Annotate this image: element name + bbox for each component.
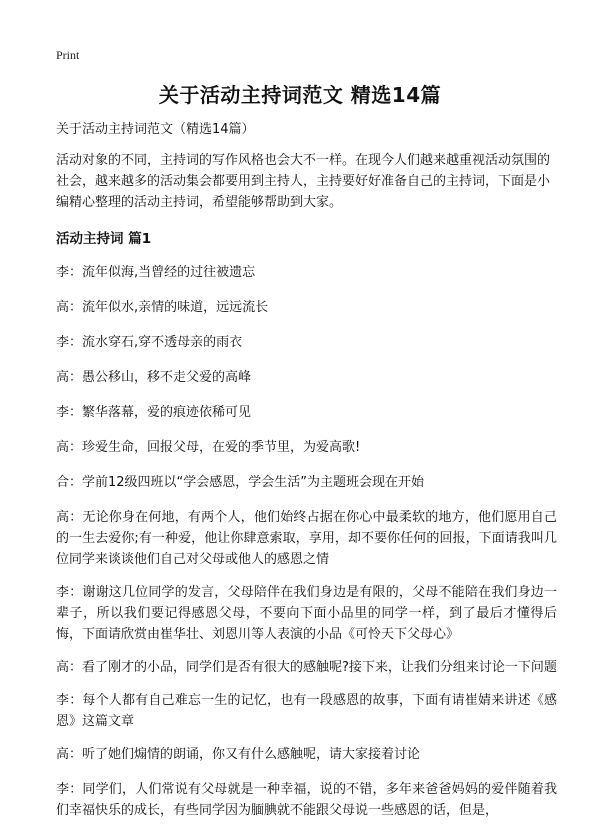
dialogue-line: 高：看了刚才的小品，同学们是否有很大的感触呢?接下来，让我们分组来讨论一下问题 xyxy=(56,660,557,675)
dialogue-line: 高：听了她们煽情的朗诵，你又有什么感触呢，请大家接着讨论 xyxy=(56,747,421,762)
dialogue-line: 李：流年似海,当曾经的过往被遗忘 xyxy=(56,265,256,280)
dialogue-line: 高：流年似水,亲情的味道，远远流长 xyxy=(56,300,269,315)
dialogue-line: 高：珍爱生命，回报父母，在爱的季节里，为爱高歌! xyxy=(56,440,361,455)
dialogue-line: 李：繁华落幕，爱的痕迹依稀可见 xyxy=(56,405,252,420)
dialogue-line: 合：学前12级四班以“学会感恩，学会生活”为主题班会现在开始 xyxy=(56,475,425,490)
dialogue-line: 李：流水穿石,穿不透母亲的雨衣 xyxy=(56,335,243,350)
print-label: Print xyxy=(56,48,80,62)
dialogue-line: 李：谢谢这几位同学的发言，父母陪伴在我们身边是有限的，父母不能陪在我们身边一辈子，所以我们要记得感恩父母，不要向下面小品里的同学一样，到了最后才懂得后悔，下面请欣赏由崔华壮、刘恩川等人表演的小品《可怜天下父母心》 xyxy=(56,585,557,642)
dialogue-line: 李：每个人都有自己难忘一生的记忆，也有一段感恩的故事，下面有请崔婧来讲述《感恩》这篇文章 xyxy=(56,693,557,729)
document-subtitle: 关于活动主持词范文（精选14篇） xyxy=(56,122,255,137)
section-heading: 活动主持词 篇1 xyxy=(56,231,152,247)
document-body xyxy=(56,120,557,833)
dialogue-line: 高：愚公移山，移不走父爱的高峰 xyxy=(56,370,252,385)
dialogue-line: 高：无论你身在何地，有两个人，他们始终占据在你心中最柔软的地方，他们愿用自己的一生去爱你;有一种爱，他让你肆意索取，享用，却不要你任何的回报，下面请我叫几位同学来谈谈他们自己对父母或他人的感恩之情 xyxy=(56,510,557,567)
dialogue-line: 李：同学们，人们常说有父母就是一种幸福，说的不错，多年来爸爸妈妈的爱伴随着我们幸福快乐的成长，有些同学因为腼腆就不能跟父母说一些感恩的话，但是， xyxy=(56,782,557,818)
intro-paragraph: 活动对象的不同，主持词的写作风格也会大不一样。在现今人们越来越重视活动氛围的社会，越来越多的活动集会都要用到主持人，主持要好好准备自己的主持词，下面是小编精心整理的活动主持词，希望能够帮助到大家。 xyxy=(56,153,551,210)
page-title: 关于活动主持词范文 精选14篇 xyxy=(158,83,442,107)
